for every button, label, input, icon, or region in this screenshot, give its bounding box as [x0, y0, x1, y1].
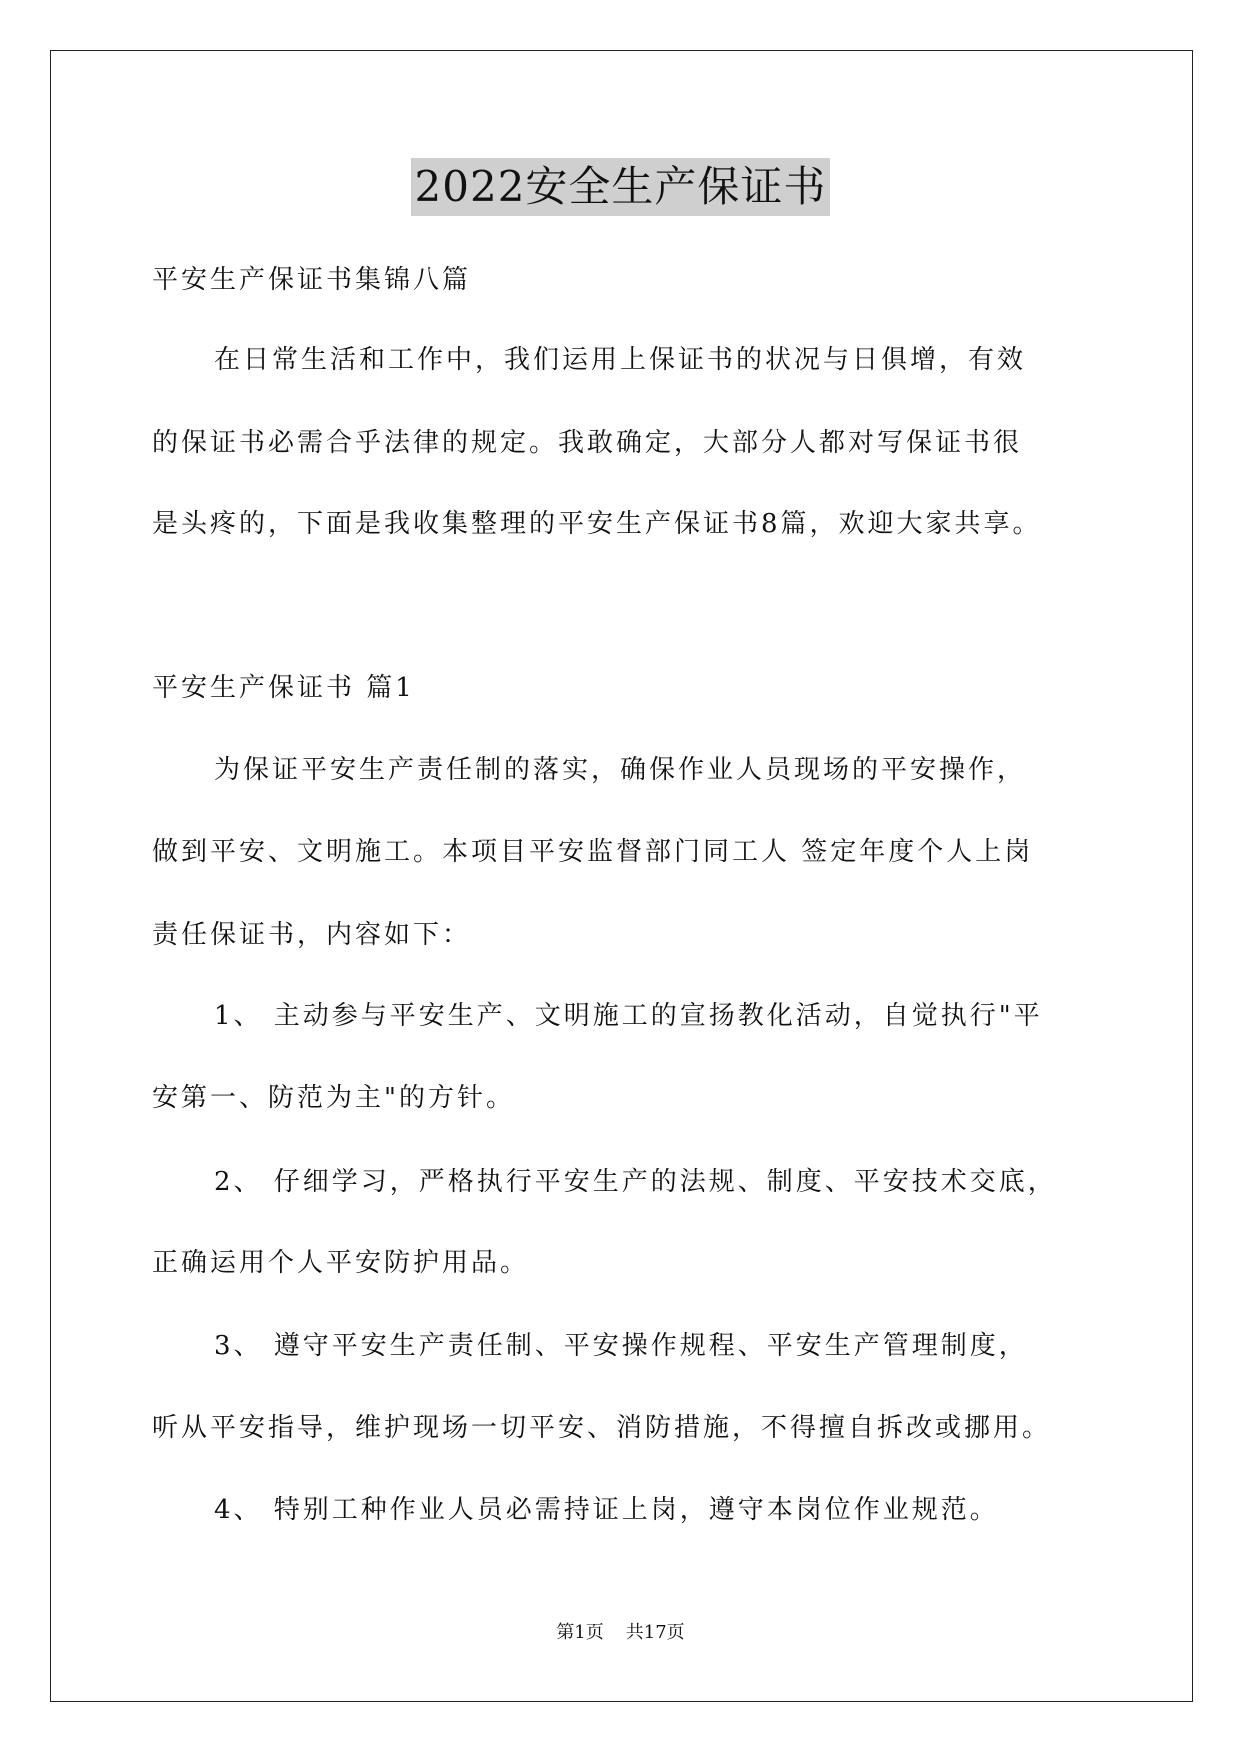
- list-item-line: 1、 主动参与平安生产、文明施工的宣扬教化活动，自觉执行"平: [214, 1001, 1043, 1031]
- list-item-line: 4、 特别工种作业人员必需持证上岗，遵守本岗位作业规范。: [214, 1495, 999, 1525]
- list-item-line: 安第一、防范为主"的方针。: [152, 1083, 515, 1113]
- list-item-line: 3、 遵守平安生产责任制、平安操作规程、平安生产管理制度，: [214, 1331, 1028, 1361]
- title-container: [0, 158, 1241, 216]
- paragraph-line: 责任保证书，内容如下：: [152, 920, 472, 950]
- paragraph-line: 的保证书必需合乎法律的规定。我敢确定，大部分人都对写保证书很: [152, 428, 1023, 458]
- list-item-line: 正确运用个人平安防护用品。: [152, 1248, 530, 1278]
- page-footer: [0, 1620, 1241, 1646]
- list-item-line: 听从平安指导，维护现场一切平安、消防措施，不得擅自拆改或挪用。: [152, 1413, 1052, 1443]
- paragraph-line: 为保证平安生产责任制的落实，确保作业人员现场的平安操作，: [214, 755, 1027, 785]
- subtitle-line: 平安生产保证书集锦八篇: [152, 265, 472, 295]
- paragraph-line: 在日常生活和工作中，我们运用上保证书的状况与日俱增，有效: [214, 345, 1027, 375]
- page-number: 第1页: [556, 1622, 604, 1643]
- paragraph-line: 做到平安、文明施工。本项目平安监督部门同工人 签定年度个人上岗: [152, 837, 1034, 867]
- list-item-line: 2、 仔细学习，严格执行平安生产的法规、制度、平安技术交底，: [214, 1167, 1057, 1197]
- page-total: 共17页: [625, 1622, 685, 1643]
- paragraph-line: 是头疼的，下面是我收集整理的平安生产保证书8篇，欢迎大家共享。: [152, 509, 1042, 539]
- document-title: 2022安全生产保证书: [411, 158, 831, 216]
- section-heading: 平安生产保证书 篇1: [152, 673, 415, 703]
